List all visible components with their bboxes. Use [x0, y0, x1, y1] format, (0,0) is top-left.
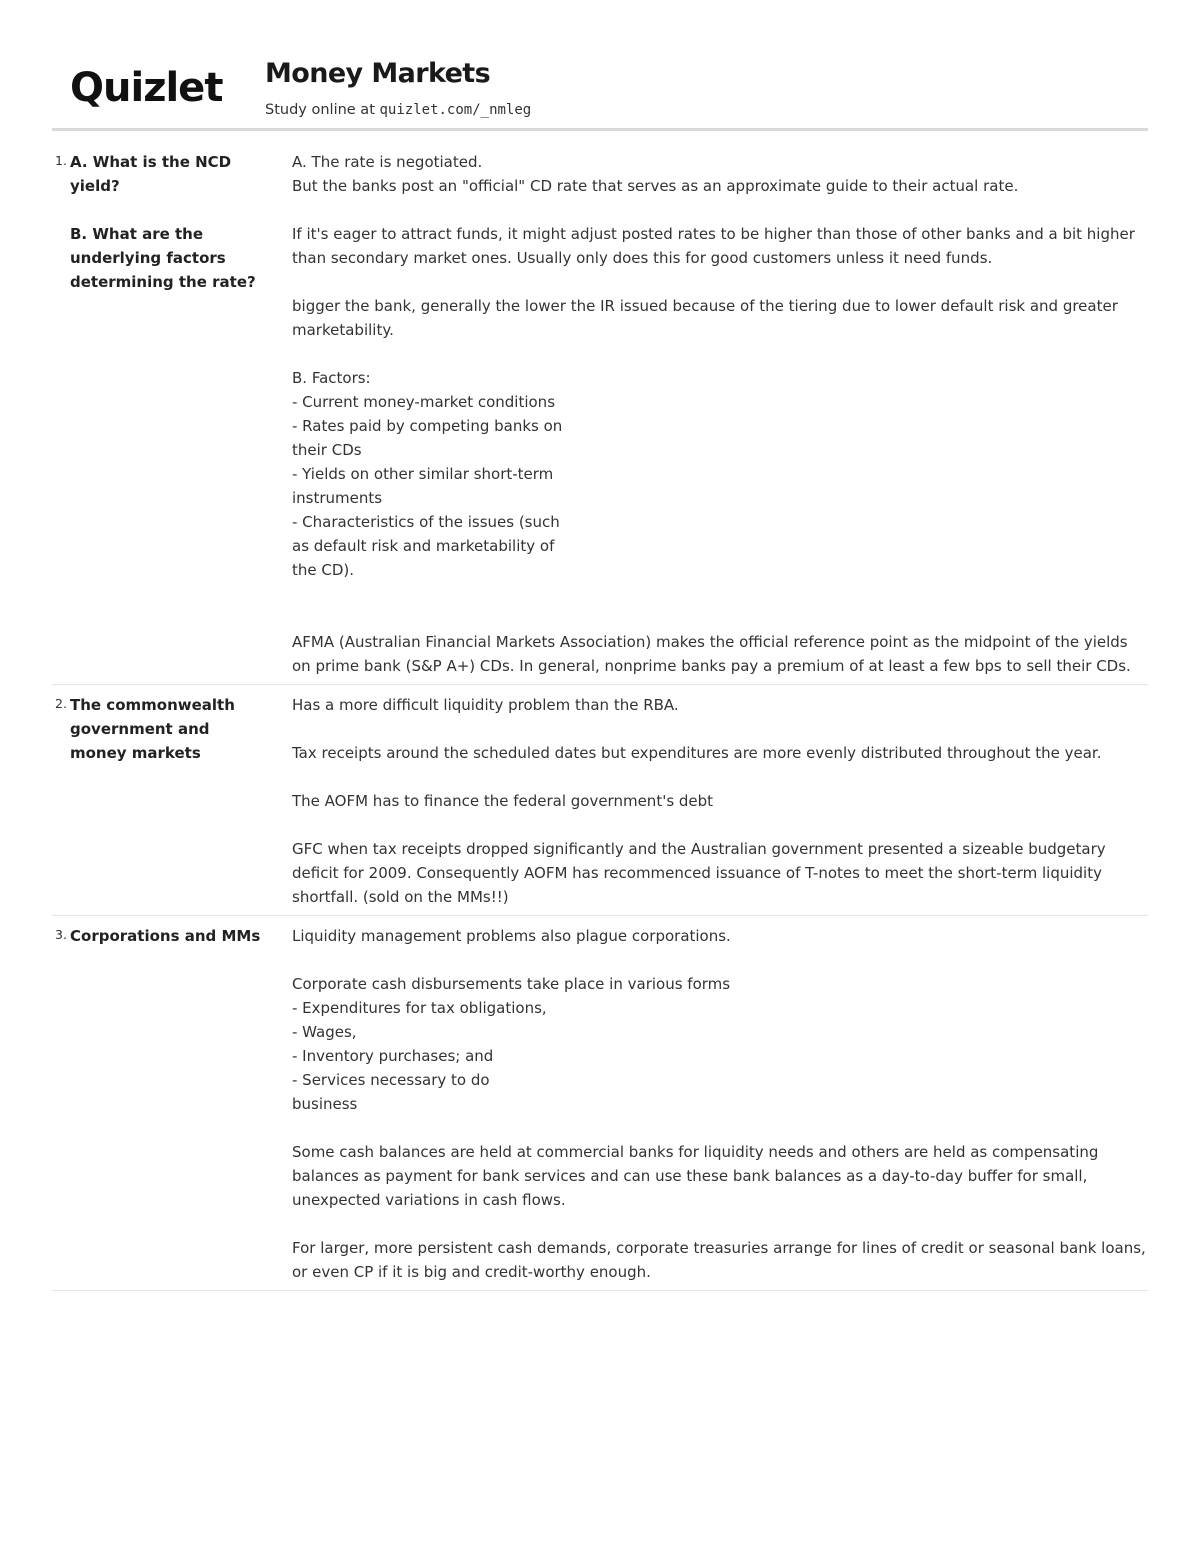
card-number: 3.: [55, 927, 67, 942]
card-definition: A. The rate is negotiated. But the banks post an "official" CD rate that serves as an approximate guide to their actual rate. If it's eager to attract funds, it might adjust posted rates to be higher than those of other banks and a bit higher than secondary market ones. Usually only does this for good customers unless it need funds. bigger the bank, generally the lower the IR issued because of the tiering due to lower default risk and greater marketability. B. Factors: - Current money-market conditions - Rates paid by competing banks on their CDs - Yields on other similar short-term instruments - Characteristics of the issues (such as default risk and marketability of the CD). AFMA (Australian Financial Markets Association) makes the official reference point as the midpoint of the yields on prime bank (S&P A+) CDs. In general, nonprime banks pay a premium of at least a few bps to sell their CDs.: [292, 153, 1135, 675]
quizlet-logo: Quizlet: [70, 65, 223, 111]
study-online-url[interactable]: quizlet.com/_nmleg: [379, 102, 532, 118]
card-item: [52, 150, 1148, 685]
card-item: [52, 916, 1148, 1291]
study-online-line: [265, 102, 531, 118]
card-definition: Has a more difficult liquidity problem than the RBA. Tax receipts around the scheduled dates but expenditures are more evenly distributed throughout the year. The AOFM has to finance the federal government's debt GFC when tax receipts dropped significantly and the Australian government presented a sizeable budgetary deficit for 2009. Consequently AOFM has recommenced issuance of T-notes to meet the short-term liquidity shortfall. (sold on the MMs!!): [292, 696, 1106, 906]
study-online-prefix: Study online at: [265, 102, 380, 118]
card-item: [52, 685, 1148, 916]
card-number: 2.: [55, 696, 67, 711]
card-list: [52, 150, 1148, 1291]
card-term: Corporations and MMs: [70, 927, 261, 945]
card-number: 1.: [55, 153, 67, 168]
set-title: Money Markets: [265, 58, 491, 89]
card-definition: Liquidity management problems also plague corporations. Corporate cash disbursements take place in various forms - Expenditures for tax obligations, - Wages, - Inventory purchases; and - Services necessary to do business Some cash balances are held at commercial banks for liquidity needs and others are held as compensating balances as payment for bank services and can use these bank balances as a day-to-day buffer for small, unexpected variations in cash flows. For larger, more persistent cash demands, corporate treasuries arrange for lines of credit or seasonal bank loans, or even CP if it is big and credit-worthy enough.: [292, 927, 1146, 1281]
header: [52, 55, 1148, 131]
card-term: A. What is the NCD yield? B. What are the underlying factors determining the rate?: [70, 153, 256, 291]
header-divider: [52, 128, 1148, 131]
card-term: The commonwealth government and money markets: [70, 696, 235, 762]
